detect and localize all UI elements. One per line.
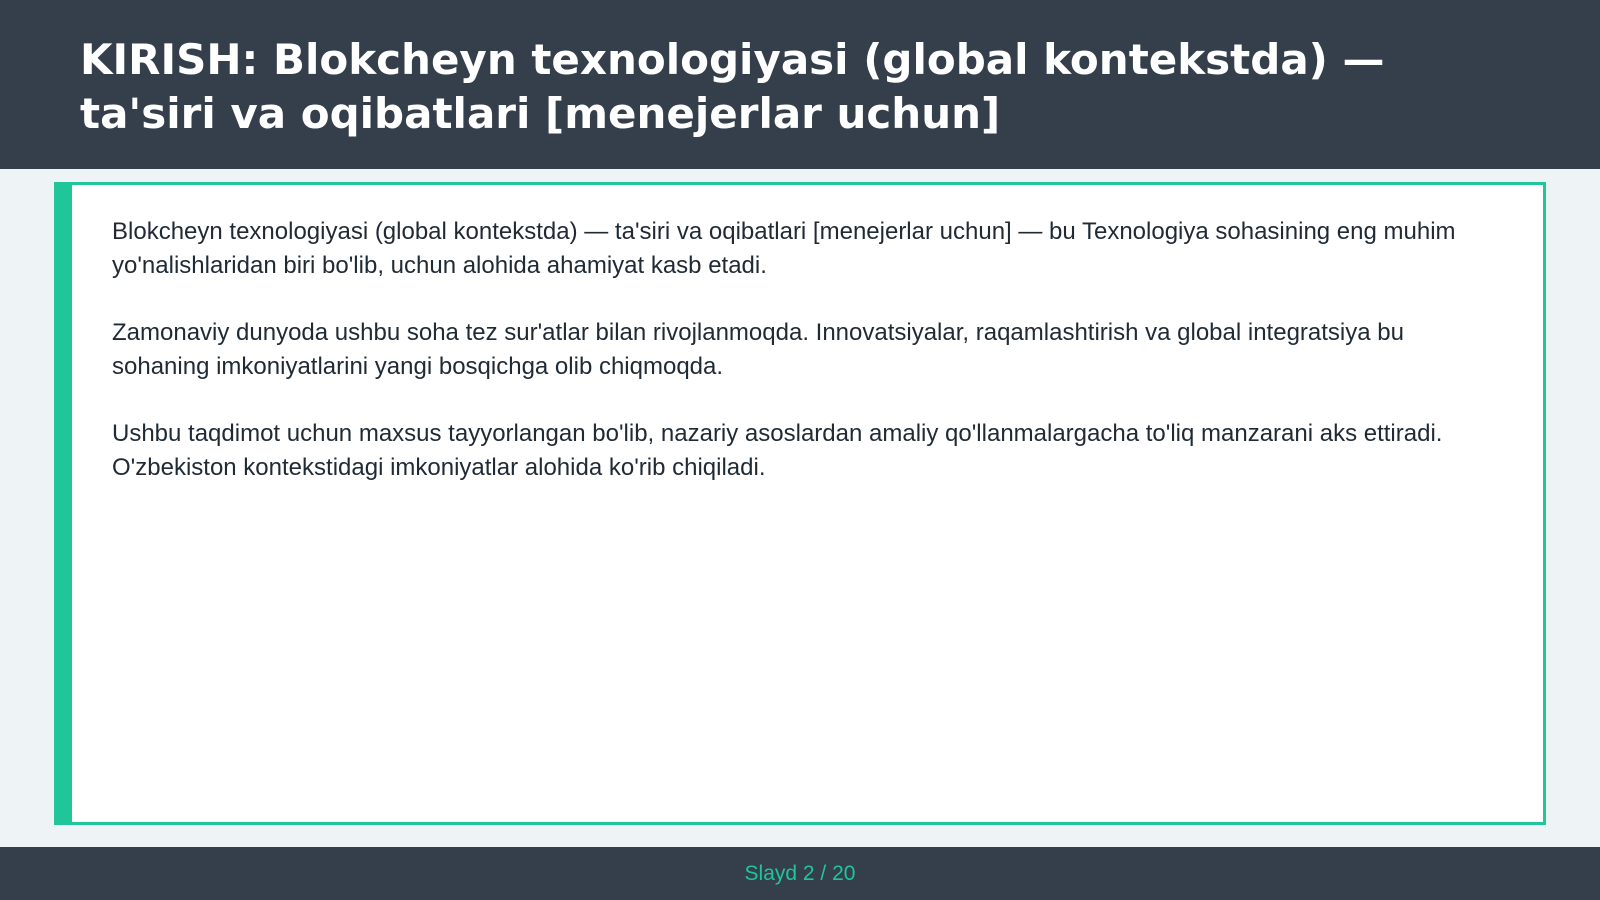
slide-footer: [0, 847, 1600, 900]
slide-header: [0, 0, 1600, 169]
paragraph-intro: Blokcheyn texnologiyasi (global kontekstda) — ta'siri va oqibatlari [menejerlar uchun] — bu Texnologiya sohasining eng muhim yo'nalishlaridan biri bo'lib, uchun alohida ahamiyat kasb etadi.: [112, 218, 1456, 279]
paragraph-modern-world: Zamonaviy dunyoda ushbu soha tez sur'atlar bilan rivojlanmoqda. Innovatsiyalar, raqamlashtirish va global integratsiya bu sohaning imkoniyatlarini yangi bosqichga olib chiqmoqda.: [112, 319, 1404, 380]
content-panel: [54, 182, 1546, 825]
slide-title: KIRISH: Blokcheyn texnologiyasi (global kontekstda) — ta'siri va oqibatlari [menejerlar uchun]: [80, 35, 1385, 138]
slide-number: Slayd 2 / 20: [744, 861, 856, 885]
paragraph-presentation-scope: Ushbu taqdimot uchun maxsus tayyorlangan bo'lib, nazariy asoslardan amaliy qo'llanmalargacha to'liq manzarani aks ettiradi. O'zbekiston kontekstidagi imkoniyatlar alohida ko'rib chiqiladi.: [112, 420, 1443, 481]
